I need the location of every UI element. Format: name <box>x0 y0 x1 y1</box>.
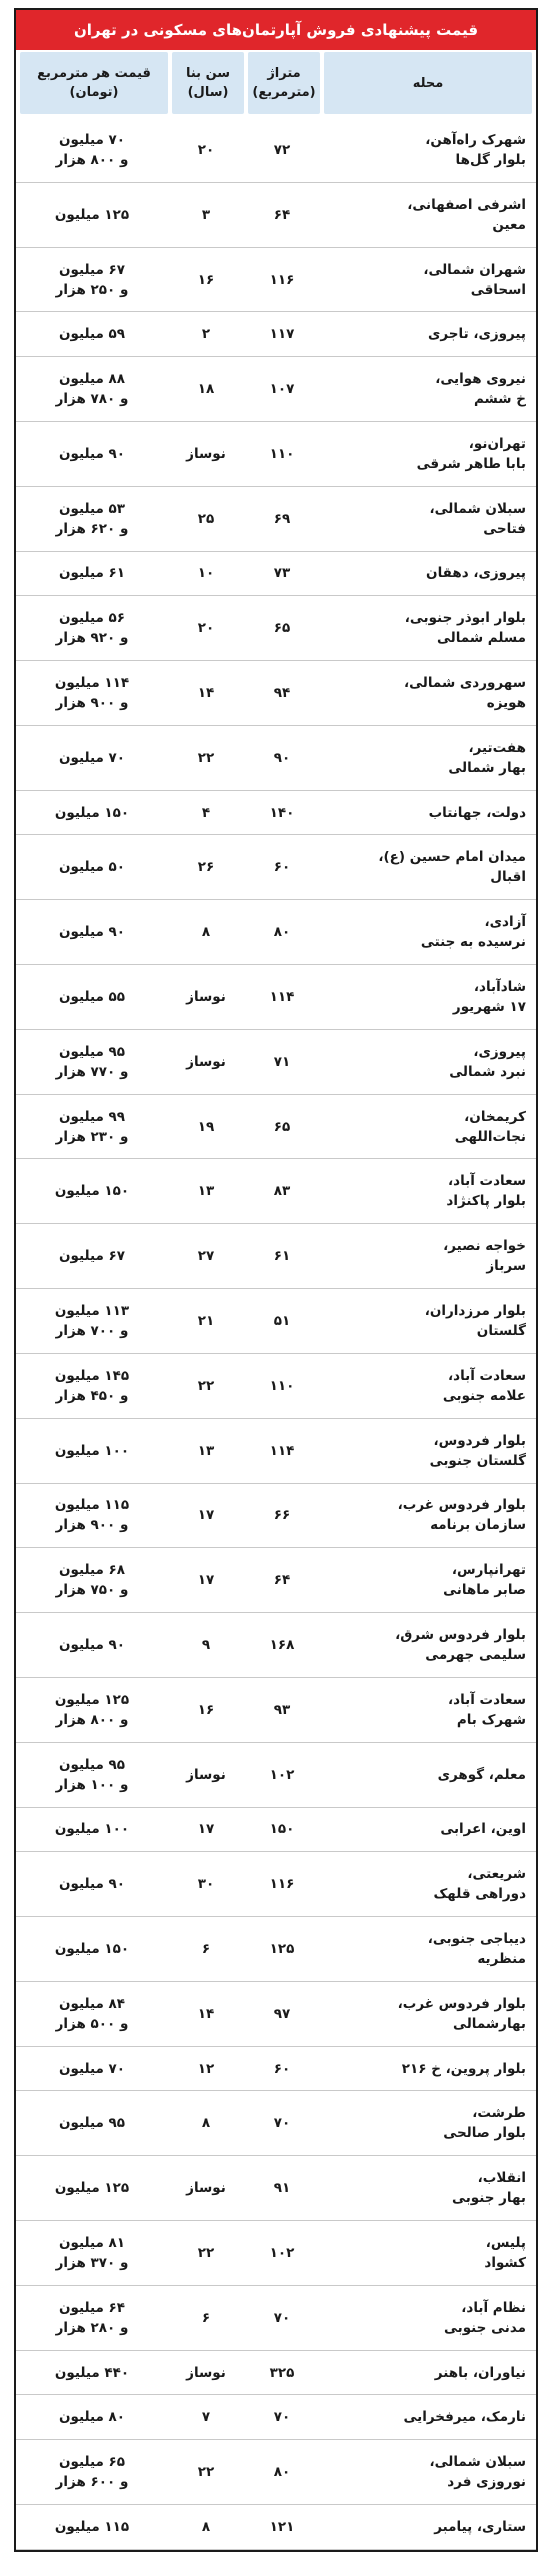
row-area: شریعتی، دوراهی قلهک <box>433 1866 526 1903</box>
row-size: ۹۰ <box>273 749 291 766</box>
row-price: ۷۰ میلیون و ۸۰۰ هزار <box>55 131 129 168</box>
row-price: ۱۰۰ میلیون <box>54 1442 130 1459</box>
table-row <box>16 1289 536 1354</box>
row-age: ۶ <box>201 1941 211 1958</box>
row-age: ۷ <box>201 2409 211 2426</box>
row-area: پیروزی، دهقان <box>426 565 526 582</box>
row-price: ۹۰ میلیون <box>58 924 126 941</box>
row-price: ۱۱۴ میلیون و ۹۰۰ هزار <box>54 675 130 711</box>
row-age: نوساز <box>186 2364 226 2381</box>
table-row <box>16 312 536 357</box>
table-row <box>16 552 536 597</box>
row-size: ۱۲۵ <box>269 1941 295 1958</box>
row-age: ۱۳ <box>197 1183 215 1200</box>
row-area: میدان امام حسین (ع)، اقبال <box>378 849 526 886</box>
row-price: ۱۵۰ میلیون <box>54 1941 130 1958</box>
table-row <box>16 2395 536 2440</box>
row-age: ۱۷ <box>197 1821 215 1838</box>
row-size: ۷۰ <box>273 2115 291 2132</box>
row-age: نوساز <box>186 1053 226 1070</box>
row-age: ۲۲ <box>197 749 215 766</box>
row-age: ۱۶ <box>197 271 215 288</box>
column-header-area: محله <box>324 52 532 114</box>
row-size: ۳۲۵ <box>269 2364 295 2381</box>
row-age: ۲۲ <box>197 1377 215 1394</box>
row-price: ۹۵ میلیون <box>58 2115 126 2132</box>
row-price: ۴۴۰ میلیون <box>54 2364 130 2381</box>
table-row <box>16 1613 536 1678</box>
row-size: ۱۰۲ <box>269 1766 295 1783</box>
table-row <box>16 791 536 836</box>
row-size: ۱۶۸ <box>269 1637 295 1654</box>
row-area: پیروزی، نبرد شمالی <box>449 1043 526 1080</box>
table-row <box>16 726 536 791</box>
table-row <box>16 1354 536 1419</box>
table-title: قیمت پیشنهادی فروش آپارتمان‌های مسکونی در تهران <box>16 10 536 50</box>
row-price: ۱۱۳ میلیون و ۷۰۰ هزار <box>54 1303 130 1340</box>
row-price: ۱۴۵ میلیون و ۴۵۰ هزار <box>54 1367 130 1404</box>
row-price: ۱۲۵ میلیون <box>54 206 130 223</box>
table-row <box>16 1743 536 1808</box>
row-price: ۵۰ میلیون <box>58 859 126 876</box>
row-age: ۱۷ <box>197 1507 215 1524</box>
table-row <box>16 1982 536 2047</box>
table-row <box>16 1808 536 1853</box>
row-area: نیاوران، باهنر <box>434 2364 526 2381</box>
row-age: نوساز <box>186 445 226 462</box>
table-row <box>16 2286 536 2351</box>
row-size: ۶۴ <box>273 1572 291 1589</box>
row-price: ۶۱ میلیون <box>58 565 126 582</box>
row-size: ۶۰ <box>273 859 291 876</box>
table-row <box>16 248 536 313</box>
row-age: ۲۷ <box>197 1248 215 1265</box>
table-row <box>16 1030 536 1095</box>
row-price: ۷۰ میلیون <box>58 2060 126 2077</box>
row-price: ۸۴ میلیون و ۵۰۰ هزار <box>55 1995 129 2032</box>
row-price: ۱۱۵ میلیون <box>54 2518 130 2535</box>
table-row <box>16 1852 536 1917</box>
row-size: ۱۱۰ <box>269 1377 295 1394</box>
row-area: بلوار مرزداران، گلستان <box>424 1303 526 1340</box>
table-row <box>16 1419 536 1484</box>
row-area: بلوار فردوس غرب، بهارشمالی <box>397 1995 526 2032</box>
row-age: ۱۲ <box>197 2060 215 2077</box>
row-area: سهروردی شمالی، هویزه <box>403 675 526 711</box>
row-size: ۷۰ <box>273 2309 291 2326</box>
row-area: دولت، جهانتاب <box>428 804 526 821</box>
row-price: ۱۲۵ میلیون و ۸۰۰ هزار <box>54 1691 130 1728</box>
row-price: ۷۰ میلیون <box>58 749 126 766</box>
row-area: شادآباد، ۱۷ شهریور <box>452 978 526 1015</box>
row-age: ۲۰ <box>197 620 215 637</box>
row-age: ۹ <box>201 1637 211 1654</box>
row-area: شهران شمالی، اسحاقی <box>423 261 526 298</box>
row-price: ۵۹ میلیون <box>58 326 126 343</box>
row-size: ۱۱۴ <box>269 1442 295 1459</box>
row-area: بلوار پروین، خ ۲۱۶ <box>401 2060 526 2077</box>
row-size: ۶۵ <box>273 1118 291 1135</box>
row-age: ۴ <box>201 804 211 821</box>
row-price: ۱۰۰ میلیون <box>54 1821 130 1838</box>
row-size: ۶۰ <box>273 2060 291 2077</box>
row-age: ۲۲ <box>197 2244 215 2261</box>
row-price: ۸۸ میلیون و ۷۸۰ هزار <box>55 371 129 408</box>
table-row <box>16 2091 536 2156</box>
row-area: شهرک راه‌آهن، بلوار گل‌ها <box>425 131 526 168</box>
row-size: ۸۳ <box>273 1183 291 1200</box>
row-price: ۹۰ میلیون <box>58 1637 126 1654</box>
row-size: ۷۳ <box>273 565 291 582</box>
row-size: ۹۱ <box>273 2180 291 2197</box>
table-row <box>16 357 536 422</box>
row-price: ۶۵ میلیون و ۶۰۰ هزار <box>55 2454 129 2491</box>
table-header <box>16 52 536 114</box>
table-row <box>16 900 536 965</box>
table-row <box>16 965 536 1030</box>
row-area: سبلان شمالی، نوروزی فرد <box>429 2454 526 2491</box>
row-age: ۱۹ <box>197 1118 215 1135</box>
price-table <box>14 8 538 2552</box>
row-size: ۱۱۷ <box>269 326 295 343</box>
row-size: ۶۱ <box>273 1248 291 1265</box>
row-age: ۳۰ <box>197 1876 215 1893</box>
table-row <box>16 487 536 552</box>
table-row <box>16 2505 536 2550</box>
row-size: ۶۶ <box>273 1507 291 1524</box>
row-area: بلوار فردوس، گلستان جنوبی <box>429 1432 526 1469</box>
row-age: ۲ <box>201 326 211 343</box>
column-header-age: سن بنا (سال) <box>172 52 244 114</box>
row-price: ۶۷ میلیون <box>58 1248 126 1265</box>
row-price: ۶۷ میلیون و ۲۵۰ هزار <box>55 261 129 298</box>
row-size: ۶۵ <box>273 620 291 637</box>
row-age: ۱۰ <box>197 565 215 582</box>
table-row <box>16 2351 536 2396</box>
table-row <box>16 1224 536 1289</box>
row-area: سعادت آباد، بلوار پاکنژاد <box>446 1173 526 1210</box>
row-price: ۵۶ میلیون و ۹۲۰ هزار <box>55 610 129 647</box>
table-row <box>16 661 536 726</box>
row-area: هفت‌تیر، بهار شمالی <box>448 739 526 776</box>
row-area: آزادی، نرسیده به جنتی <box>420 914 526 951</box>
row-area: اشرفی اصفهانی، معین <box>407 196 526 233</box>
row-age: ۱۶ <box>197 1701 215 1718</box>
row-price: ۱۱۵ میلیون و ۹۰۰ هزار <box>54 1497 130 1534</box>
row-age: ۲۱ <box>197 1313 215 1330</box>
table-row <box>16 1159 536 1224</box>
row-area: بلوار فردوس غرب، سازمان برنامه <box>397 1497 526 1534</box>
row-area: تهرانپارس، صابر ماهانی <box>443 1562 526 1599</box>
row-area: سبلان شمالی، فتاحی <box>429 500 526 537</box>
row-price: ۶۸ میلیون و ۷۵۰ هزار <box>55 1562 129 1599</box>
row-age: ۱۴ <box>197 2005 215 2022</box>
table-row <box>16 1917 536 1982</box>
row-price: ۵۳ میلیون و ۶۲۰ هزار <box>55 500 129 537</box>
row-age: ۲۲ <box>197 2464 215 2481</box>
row-price: ۸۰ میلیون <box>58 2409 126 2426</box>
table-row <box>16 183 536 248</box>
table-row <box>16 835 536 900</box>
row-price: ۶۴ میلیون و ۲۸۰ هزار <box>55 2299 129 2336</box>
table-row <box>16 1095 536 1160</box>
row-area: معلم، گوهری <box>437 1766 526 1783</box>
row-area: ستاری، پیامبر <box>434 2518 526 2535</box>
row-area: بلوار فردوس شرق، سلیمی جهرمی <box>395 1627 526 1664</box>
row-size: ۹۷ <box>273 2005 291 2022</box>
row-area: نیروی هوایی، خ ششم <box>435 371 526 408</box>
row-age: ۸ <box>201 2115 211 2132</box>
table-row <box>16 1548 536 1613</box>
row-age: ۱۴ <box>197 685 215 701</box>
row-size: ۷۱ <box>273 1053 291 1070</box>
row-size: ۱۰۷ <box>269 381 295 398</box>
row-age: ۲۵ <box>197 510 215 527</box>
row-area: بلوار ابوذر جنوبی، مسلم شمالی <box>404 610 526 647</box>
column-header-size: متراژ (مترمربع) <box>248 52 320 114</box>
row-area: خواجه نصیر، سرباز <box>443 1238 526 1275</box>
row-area: پلیس، کشواد <box>484 2234 526 2271</box>
row-size: ۱۲۱ <box>269 2518 295 2535</box>
row-size: ۷۲ <box>273 141 291 158</box>
row-price: ۹۹ میلیون و ۲۳۰ هزار <box>55 1108 129 1145</box>
table-row <box>16 596 536 661</box>
row-age: ۱۷ <box>197 1572 215 1589</box>
table-row <box>16 2156 536 2221</box>
row-age: نوساز <box>186 2180 226 2197</box>
row-age: ۲۰ <box>197 141 215 158</box>
row-size: ۱۱۴ <box>269 988 295 1005</box>
row-size: ۹۳ <box>273 1701 291 1718</box>
row-area: نارمک، میرفخرایی <box>403 2409 526 2426</box>
table-row <box>16 2440 536 2505</box>
row-price: ۱۲۵ میلیون <box>54 2180 130 2197</box>
row-age: ۸ <box>201 924 211 941</box>
row-area: اوین، اعرابی <box>440 1821 526 1838</box>
row-size: ۱۵۰ <box>269 1821 295 1838</box>
row-age: ۱۳ <box>197 1442 215 1459</box>
row-age: ۱۸ <box>197 381 215 398</box>
row-size: ۱۱۰ <box>269 445 295 462</box>
table-row <box>16 2047 536 2092</box>
row-size: ۵۱ <box>273 1313 291 1330</box>
row-age: نوساز <box>186 1766 226 1783</box>
row-price: ۵۵ میلیون <box>58 988 126 1005</box>
row-area: کریمخان، نجات‌اللهی <box>454 1108 526 1145</box>
row-size: ۱۰۲ <box>269 2244 295 2261</box>
row-age: ۶ <box>201 2309 211 2326</box>
column-header-price: قیمت هر مترمربع (تومان) <box>20 52 168 114</box>
row-size: ۸۰ <box>273 2464 291 2481</box>
row-size: ۶۴ <box>273 206 291 223</box>
table-row <box>16 118 536 183</box>
row-area: دیباجی جنوبی، منظریه <box>427 1931 526 1968</box>
row-size: ۸۰ <box>273 924 291 941</box>
row-area: تهران‌نو، بابا طاهر شرقی <box>416 435 526 472</box>
table-body <box>16 118 536 2550</box>
row-price: ۱۵۰ میلیون <box>54 804 130 821</box>
row-price: ۹۰ میلیون <box>58 445 126 462</box>
row-size: ۱۴۰ <box>269 804 295 821</box>
row-age: ۳ <box>201 206 211 223</box>
table-row <box>16 422 536 487</box>
table-row <box>16 1678 536 1743</box>
row-size: ۶۹ <box>273 510 291 527</box>
row-price: ۹۵ میلیون و ۷۷۰ هزار <box>55 1043 129 1080</box>
row-size: ۱۱۶ <box>269 1876 295 1893</box>
row-size: ۱۱۶ <box>269 271 295 288</box>
row-age: ۸ <box>201 2518 211 2535</box>
row-size: ۹۴ <box>273 685 291 701</box>
row-price: ۹۵ میلیون و ۱۰۰ هزار <box>55 1756 129 1793</box>
row-area: سعادت آباد، شهرک بام <box>448 1691 526 1728</box>
row-age: نوساز <box>186 988 226 1005</box>
row-area: سعادت آباد، علامه جنوبی <box>442 1367 526 1404</box>
row-area: انقلاب، بهار جنوبی <box>452 2170 526 2207</box>
row-price: ۱۵۰ میلیون <box>54 1183 130 1200</box>
table-row <box>16 2221 536 2286</box>
row-size: ۷۰ <box>273 2409 291 2426</box>
row-area: پیروزی، تاجری <box>428 326 526 343</box>
row-area: طرشت، بلوار صالحی <box>443 2105 526 2142</box>
table-row <box>16 1484 536 1549</box>
row-age: ۲۶ <box>197 859 215 876</box>
row-price: ۸۱ میلیون و ۳۷۰ هزار <box>55 2234 129 2271</box>
row-price: ۹۰ میلیون <box>58 1876 126 1893</box>
row-area: نظام آباد، مدنی جنوبی <box>443 2299 526 2336</box>
